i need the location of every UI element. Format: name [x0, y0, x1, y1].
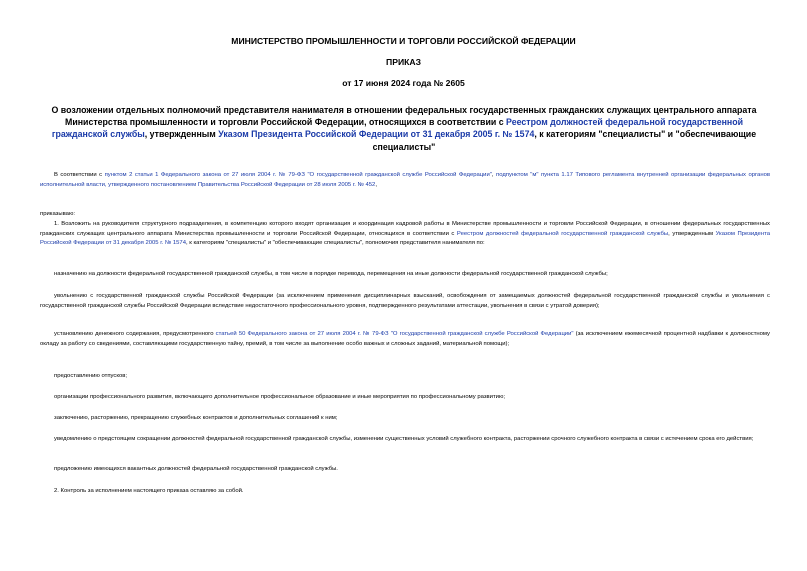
education-paragraph: организации профессионального развития, включающего дополнительное профессиональное образование и иные мероприятия по профессиональному развитию; — [54, 394, 506, 400]
title-text-3: , к категориям "специалисты" и "обеспечивающие специалисты" — [372, 129, 757, 152]
appointment-paragraph: назначению на должности федеральной государственной гражданской службы, в том числе в порядке перевода, перемещения на иные должности федеральной государственной гражданской службы; — [54, 271, 608, 277]
ministry-name: МИНИСТЕРСТВО ПРОМЫШЛЕННОСТИ И ТОРГОВЛИ РОССИЙСКОЙ ФЕДЕРАЦИИ — [231, 36, 576, 46]
decree-link[interactable]: Указом Президента Российской Федерации от 31 декабря 2005 г. № 1574 — [218, 129, 535, 140]
title-text-2: , утвержденным — [144, 129, 219, 140]
preamble-paragraph: В соответствии с пунктом 2 статьи 1 Федерального закона от 27 июля 2004 г. № 79-ФЗ "О государственной гражданской службе Российской Федерации", подпунктом "м" пункта 1.17 Типового регламента внутренней организации федеральных органов исполнительной власти, утвержденного постановлением Правительства Российской Федерации от 28 июля 2005 г. № 452, — [40, 172, 770, 188]
dismissal-paragraph: увольнению с государственной гражданской службы Российской Федерации (за исключением применения дисциплинарных взысканий, освобождения от замещаемых должностей федеральной государственной гражданской службы и увольнения с государственной гражданской службы Российской Федерации вследствие недостаточного профессионального уровня, подтвержденного результатами аттестации, увольнения в связи с утратой доверия); — [40, 293, 770, 309]
article-50-link[interactable]: статьей 50 Федерального закона от 27 июля 2004 г. № 79-ФЗ "О государственной гражданской службе Российской Федерации" — [215, 331, 574, 337]
salary-paragraph: установлению денежного содержания, предусмотренного статьей 50 Федерального закона от 27 июля 2004 г. № 79-ФЗ "О государственной гражданской службе Российской Федерации" (за исключением ежемесячной процентной надбавки к должностному окладу за работу со сведениями, составляющими государственную тайну, премий, в том числе за выполнение особо важных и сложных заданий, материальной помощи); — [40, 331, 770, 347]
vacancy-offer-paragraph: предложению имеющихся вакантных должностей федеральной государственной гражданской службы. — [54, 466, 338, 472]
document-date: от 17 июня 2024 года № 2605 — [342, 78, 465, 88]
registry-link[interactable]: Реестром должностей федеральной государственной гражданской службы — [51, 117, 743, 140]
item1-decree-link[interactable]: Указом Президента Российской Федерации от 31 декабря 2005 г. № 1574 — [40, 230, 770, 246]
item-1-paragraph: 1. Возложить на руководителя структурного подразделения, в компетенцию которого входят организация и координация кадровой работы в Министерстве промышленности и торговли Российской Федерации, в отношении федеральных государственных гражданских служащих центрального аппарата Министерства промышленности и торговли Российской Федерации, относящихся в соответствии с Реестром должностей федеральной государственной гражданской службы, утвержденным Указом Президента Российской Федерации от 31 декабря 2005 г. № 1574, к категориям "специалисты" и "обеспечивающие специалисты", полномочия представителя нанимателя по: — [40, 221, 770, 246]
document-title — [48, 104, 760, 153]
item-2-paragraph: 2. Контроль за исполнением настоящего приказа оставляю за собой. — [54, 488, 244, 494]
vacation-paragraph: предоставлению отпусков; — [54, 373, 128, 379]
federal-law-link[interactable]: пунктом 2 статьи 1 Федерального закона от 27 июля 2004 г. № 79-ФЗ "О государственной гражданской службе Российской Федерации" — [104, 172, 492, 178]
notice-paragraph: уведомлению о предстоящем сокращении должностей федеральной государственной гражданской службы, изменении существенных условий служебного контракта, расторжении срочного служебного контракта в связи с истечением срока его действия; — [54, 436, 754, 442]
contracts-paragraph: заключению, расторжению, прекращению служебных контрактов и дополнительных соглашений к ним; — [54, 415, 338, 421]
title-text-1: О возложении отдельных полномочий представителя нанимателя в отношении федеральных государственных гражданских служащих центрального аппарата Министерства промышленности и торговли Российской Федерации, относящихся в соответствии с — [51, 105, 757, 128]
document-type: ПРИКАЗ — [386, 57, 421, 67]
regulation-link[interactable]: подпунктом "м" пункта 1.17 Типового регламента внутренней организации федеральных органов исполнительной власти, утвержденного постановлением Правительства Российской Федерации от 28 июля 2005 г. № 452 — [40, 172, 770, 188]
order-word: приказываю: — [40, 211, 76, 217]
item1-registry-link[interactable]: Реестром должностей федеральной государственной гражданской службы — [456, 230, 669, 237]
